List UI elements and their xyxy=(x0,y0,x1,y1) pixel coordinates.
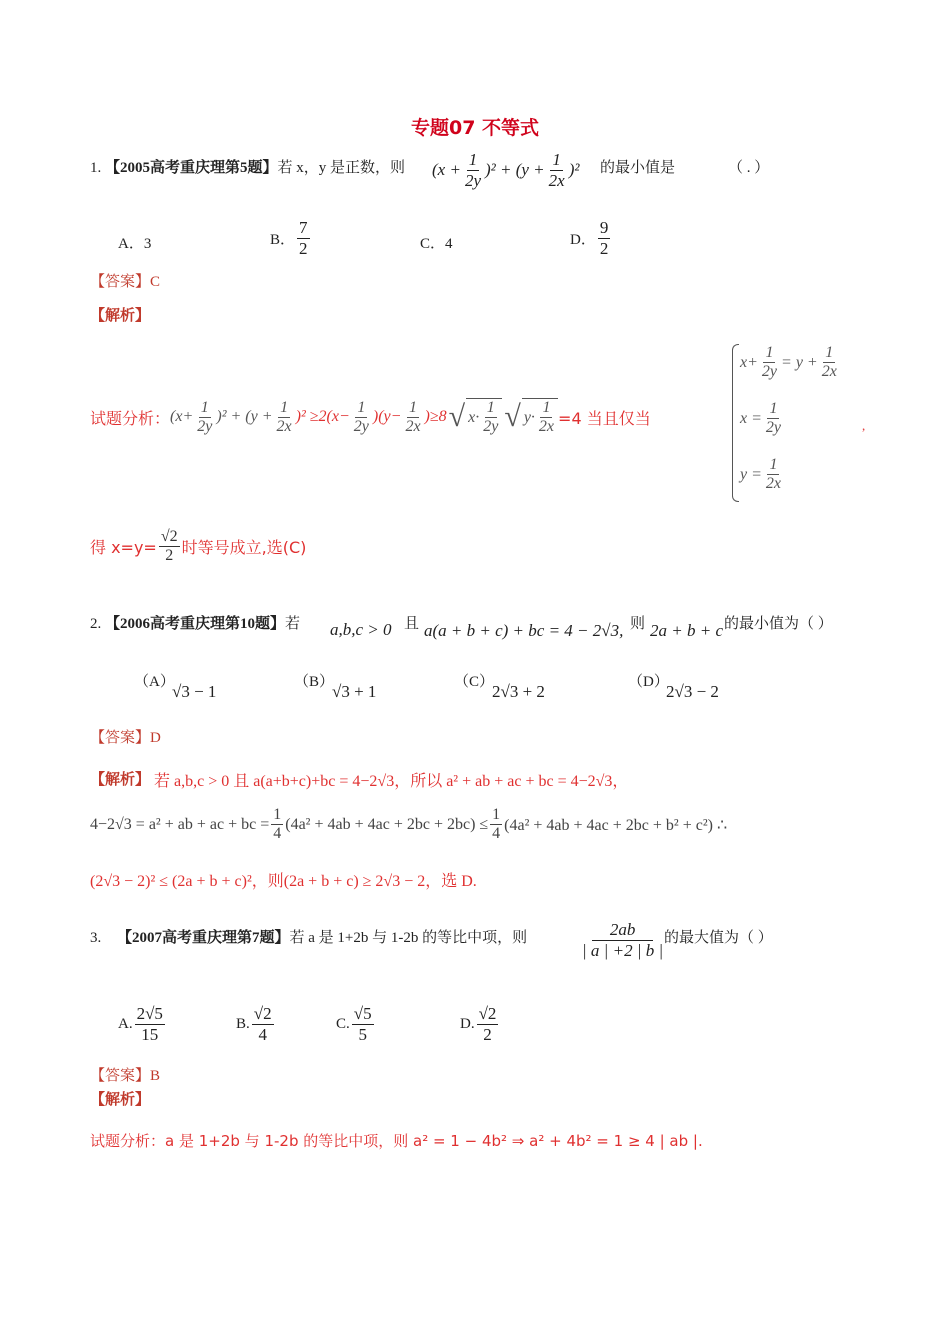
q1-option-d xyxy=(570,218,612,258)
q1-cond-frac-num: 1 xyxy=(823,344,835,363)
q1-sqrt-body: x· $\frac{1}{2y}$ xyxy=(466,398,502,437)
q1-conclusion-num: √2 xyxy=(159,528,180,547)
q1-source: 【2005高考重庆理第5题】 xyxy=(105,160,278,176)
q3-tail: 的最大值为（ ） xyxy=(664,930,773,946)
q1-analysis-frac-den: 2y xyxy=(197,417,213,435)
q1-option-d-den: 2 xyxy=(599,238,609,258)
q2-option-b: √3 + 1 xyxy=(332,682,377,701)
q1-option-c: C．4 xyxy=(420,236,453,252)
q3-analysis-label: 【解析】 xyxy=(90,1092,151,1108)
q2-target: 2a + b + c xyxy=(650,621,723,640)
q3-stem-line xyxy=(90,926,527,947)
q3-option-c xyxy=(336,1004,376,1044)
page-title: 专题07 不等式 xyxy=(410,117,540,139)
q1-analysis-frac-num: 1 xyxy=(278,399,290,418)
q1-analysis-expr: )² + (y + xyxy=(216,408,273,426)
q3-option-b-den: 4 xyxy=(258,1024,267,1044)
q2-option-d: 2√3 − 2 xyxy=(666,682,719,701)
q1-analysis-expr: (x+ xyxy=(170,408,194,426)
q1-conclusion-den: 2 xyxy=(165,547,174,565)
q1-cond-frac-den: 2x xyxy=(765,475,782,493)
q1-expr-part: )² + (y + xyxy=(484,160,545,180)
q1-cond-text: x = xyxy=(740,409,762,427)
q3-number: 3. xyxy=(90,930,102,946)
q1-cond-frac-den: 2y xyxy=(761,363,778,381)
q3-option-b-label: B. xyxy=(236,1015,250,1032)
q1-stem-line xyxy=(90,156,405,177)
q2-source: 【2006高考重庆理第10题】 xyxy=(105,616,286,632)
q1-expr-part: )² xyxy=(568,160,580,180)
q2-option-a: √3 − 1 xyxy=(172,682,217,701)
q1-frac2-den: 2x xyxy=(548,170,565,190)
q2-tail: 的最小值为（ ） xyxy=(724,616,833,632)
q2-equation: a(a + b + c) + bc = 4 − 2√3, xyxy=(424,621,624,640)
q2-option-c-label: （C） xyxy=(454,674,495,690)
q1-sqrt-frac-num: 1 xyxy=(485,399,497,418)
q1-analysis-frac-num: 1 xyxy=(407,399,419,418)
q1-sqrt-frac-den: 2x xyxy=(538,418,555,436)
q2-analysis-line2 xyxy=(90,806,727,844)
q2-option-b-label: （B） xyxy=(294,674,335,690)
q3-option-a-num: 2√5 xyxy=(136,1004,163,1023)
q2-analysis-line1: 若 a,b,c > 0 且 a(a+b+c)+bc = 4−2√3，所以 a² + ab + ac + bc = 4−2√3， xyxy=(154,773,629,790)
q2-line2-frac-den: 4 xyxy=(273,825,282,843)
q2-option-d-label: （D） xyxy=(628,674,669,690)
q3-option-a xyxy=(118,1004,167,1044)
q1-analysis-prefix: 试题分析： xyxy=(90,408,171,428)
q1-sqrt-sign: √ xyxy=(448,400,466,434)
q1-answer: 【答案】C xyxy=(90,274,161,290)
q1-condition-3 xyxy=(740,456,785,494)
q2-line2-part: (4a² + 4ab + 4ac + 2bc + b² + c²) ∴ xyxy=(504,816,728,834)
q1-cond-text: x+ xyxy=(740,353,758,371)
q2-number: 2. xyxy=(90,616,102,632)
q1-expression xyxy=(432,150,579,190)
q1-cond-frac-den: 2y xyxy=(765,419,782,437)
q3-option-d-num: √2 xyxy=(478,1004,497,1023)
q1-option-b-num: 7 xyxy=(299,218,308,237)
q1-sqrt-frac-num: 1 xyxy=(540,399,552,418)
q1-option-d-label: D． xyxy=(570,231,596,248)
q1-analysis-label: 【解析】 xyxy=(90,308,151,324)
q2-condition: a,b,c > 0 xyxy=(330,620,392,639)
q1-conclusion xyxy=(90,528,306,566)
q3-answer: 【答案】B xyxy=(90,1068,161,1084)
q2-line2-frac-num: 1 xyxy=(271,806,283,825)
q1-analysis-frac-num: 1 xyxy=(355,399,367,418)
q1-cond-frac-num: 1 xyxy=(767,456,779,475)
q1-sqrt-frac-den: 2y xyxy=(483,418,499,436)
q1-analysis-frac-num: 1 xyxy=(199,399,211,418)
q1-option-b xyxy=(270,218,312,258)
q1-trailing-comma: , xyxy=(862,418,866,433)
q3-frac-den: | a | +2 | b | xyxy=(582,940,664,960)
q1-frac2-num: 1 xyxy=(552,150,561,169)
q3-stem: 若 a 是 1+2b 与 1-2b 的等比中项，则 xyxy=(289,930,528,946)
q3-option-d-label: D. xyxy=(460,1015,475,1032)
q1-number: 1. xyxy=(90,160,102,176)
q1-analysis-expr: )² ≥2(x− xyxy=(295,408,350,426)
q1-answer-paren: （ . ） xyxy=(728,160,770,176)
q1-conclusion-post: 时等号成立,选(C) xyxy=(181,538,307,558)
q3-analysis: 试题分析：a 是 1+2b 与 1-2b 的等比中项，则 a² = 1 − 4b² ⇒ a² + 4b² = 1 ≥ 4 | ab |. xyxy=(90,1132,703,1150)
q1-condition-2 xyxy=(740,400,785,438)
q2-stem-line xyxy=(90,612,300,633)
q2-line2-part: (4a² + 4ab + 4ac + 2bc + 2bc) ≤ xyxy=(285,815,489,833)
q1-analysis-frac-den: 2x xyxy=(276,417,292,435)
q1-analysis-eq: =4 当且仅当 xyxy=(558,408,651,428)
q2-answer: 【答案】D xyxy=(90,730,161,746)
q1-cond-frac-num: 1 xyxy=(767,400,779,419)
q3-option-c-den: 5 xyxy=(358,1024,367,1044)
q1-condition-1 xyxy=(740,344,841,382)
q1-cond-frac-num: 1 xyxy=(763,344,775,363)
q1-option-b-label: B． xyxy=(270,231,296,248)
q2-line2-frac-num: 1 xyxy=(490,806,502,825)
q1-analysis-line xyxy=(90,398,651,437)
q1-frac1-num: 1 xyxy=(468,150,478,169)
q1-cond-frac-den: 2x xyxy=(821,363,837,381)
q2-analysis-label: 【解析】 xyxy=(90,772,151,788)
q3-option-a-label: A. xyxy=(118,1015,133,1032)
q1-tail: 的最小值是 xyxy=(600,160,676,176)
q2-pre: 若 xyxy=(285,616,301,632)
q1-cond-text: y = xyxy=(740,465,762,483)
q2-option-c: 2√3 + 2 xyxy=(492,682,545,701)
q3-option-c-num: √5 xyxy=(353,1004,372,1023)
q2-and: 且 xyxy=(404,616,420,632)
q3-option-b xyxy=(236,1004,276,1044)
q3-option-d-den: 2 xyxy=(483,1024,492,1044)
q2-line2-part: 4−2√3 = a² + ab + ac + bc = xyxy=(90,815,270,833)
q2-option-a-label: （A） xyxy=(134,674,175,690)
q2-line2-frac-den: 4 xyxy=(492,825,501,843)
q3-source: 【2007高考重庆理第7题】 xyxy=(117,930,290,946)
q1-option-a: A．3 xyxy=(118,236,152,252)
q1-option-d-num: 9 xyxy=(599,218,609,237)
q1-conclusion-pre: 得 x=y= xyxy=(90,538,157,558)
q2-analysis-line3: (2√3 − 2)² ≤ (2a + b + c)²，则(2a + b + c) ≥ 2√3 − 2，选 D. xyxy=(90,873,477,890)
q1-expr-part: (x + xyxy=(432,160,461,180)
q3-fraction xyxy=(578,920,667,960)
q1-analysis-expr: )≥8 xyxy=(424,408,447,426)
q3-option-c-label: C. xyxy=(336,1015,350,1032)
q1-analysis-frac-den: 2y xyxy=(353,417,369,435)
q1-condition-brace xyxy=(732,344,739,502)
q1-stem: 若 x，y 是正数，则 xyxy=(277,160,406,176)
q1-analysis-frac-den: 2x xyxy=(405,417,421,435)
q1-option-b-den: 2 xyxy=(299,238,308,258)
q2-then: 则 xyxy=(630,616,646,632)
q3-option-a-den: 15 xyxy=(141,1024,159,1044)
q1-sqrt-body: y· $\frac{1}{2x}$ xyxy=(522,398,558,437)
q1-frac1-den: 2y xyxy=(464,170,481,190)
q3-frac-num: 2ab xyxy=(592,920,654,941)
q3-option-b-num: √2 xyxy=(253,1004,272,1023)
q1-sqrt-sign: √ xyxy=(504,400,521,434)
q3-option-d xyxy=(460,1004,500,1044)
q1-analysis-expr: )(y− xyxy=(372,408,402,426)
q1-cond-text: = y + xyxy=(781,353,818,371)
